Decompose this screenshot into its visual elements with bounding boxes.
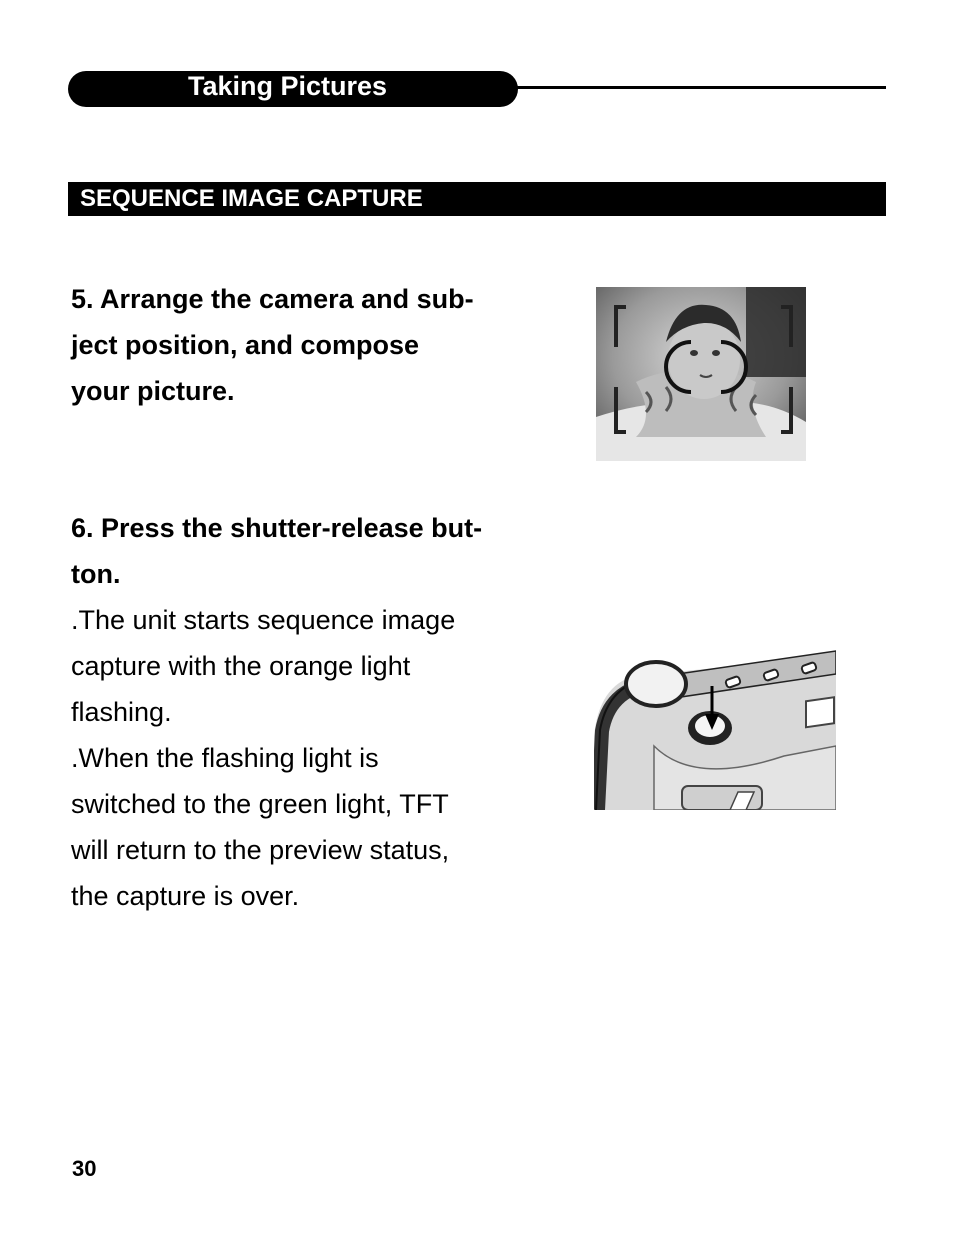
step-6-line: .The unit starts sequence image bbox=[71, 605, 456, 635]
step-6-heading-line: 6. Press the shutter-release but- bbox=[71, 513, 483, 543]
header-title: Taking Pictures bbox=[188, 71, 388, 101]
step-6-line: flashing. bbox=[71, 697, 172, 727]
step-6-line: capture with the orange light bbox=[71, 651, 411, 681]
step-6-line: switched to the green light, TFT bbox=[71, 789, 449, 819]
viewfinder-photo bbox=[596, 287, 806, 461]
header-pill bbox=[68, 71, 518, 107]
step-6-line: the capture is over. bbox=[71, 881, 300, 911]
step-6-line: .When the flashing light is bbox=[71, 743, 379, 773]
section-bar bbox=[68, 182, 886, 216]
step-6-heading-line: ton. bbox=[71, 559, 121, 589]
step-5-line: ject position, and compose bbox=[71, 330, 420, 360]
camera-shutter-illustration bbox=[594, 646, 836, 810]
header-rule bbox=[510, 86, 886, 89]
step-5 bbox=[71, 276, 531, 414]
page-number: 30 bbox=[72, 1156, 97, 1181]
step-5-line: your picture. bbox=[71, 376, 235, 406]
section-title: SEQUENCE IMAGE CAPTURE bbox=[80, 185, 423, 212]
step-6-line: will return to the preview status, bbox=[71, 835, 450, 865]
step-6 bbox=[71, 505, 531, 919]
step-5-line: 5. Arrange the camera and sub- bbox=[71, 284, 474, 314]
